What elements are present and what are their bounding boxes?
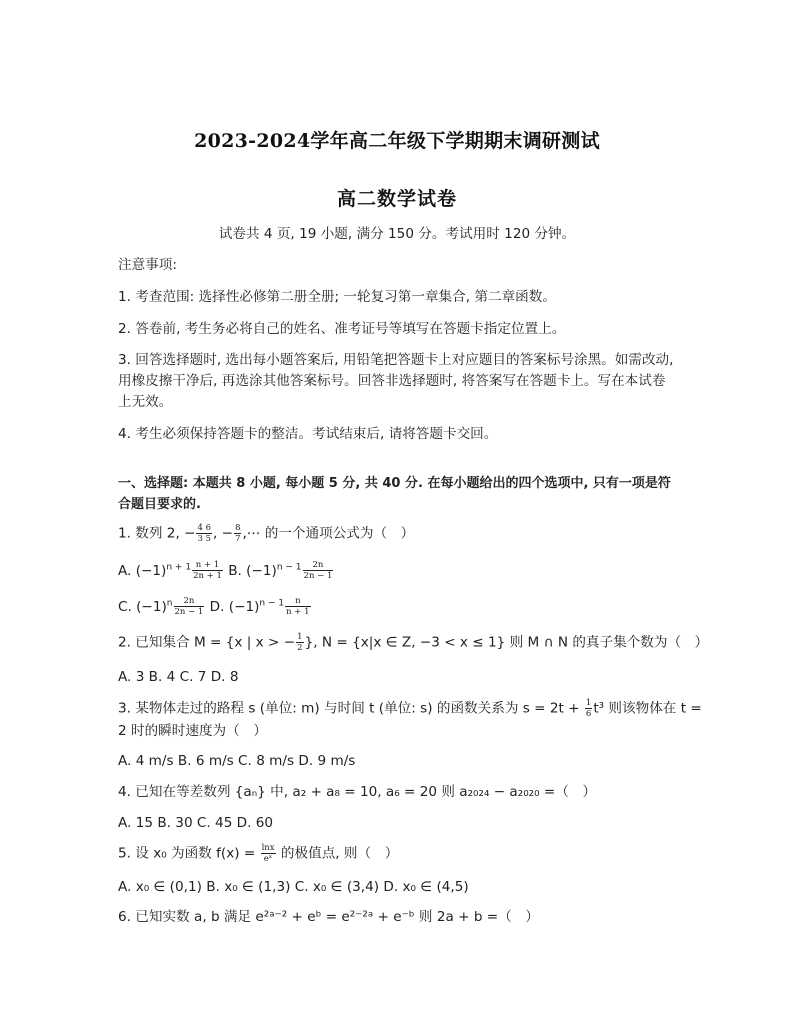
- exam-info: 试卷共 4 页, 19 小题, 满分 150 分。考试用时 120 分钟。: [218, 226, 576, 242]
- q1-c-den: 2n − 1: [174, 607, 204, 617]
- exam-title: 2023-2024学年高二年级下学期期末调研测试: [194, 130, 600, 152]
- q1-a-den: 2n + 1: [193, 571, 222, 581]
- exam-subtitle: 高二数学试卷: [336, 188, 457, 210]
- q1-d-exp: n − 1: [259, 597, 285, 608]
- q2-set-m-open: M = {x | x > −: [194, 634, 296, 651]
- note-item-3: 3. 回答选择题时, 选出每小题答案后, 用铅笔把答题卡上对应题目的答案标号涂黑。如需改动, 用橡皮擦干净后, 再选涂其他答案标号。回答非选择题时, 将答案写在答题卡上。写在本试卷上无效。: [118, 352, 674, 410]
- q1-fraction-2: [234, 523, 241, 544]
- q1-options-cd: [118, 596, 676, 618]
- q2-prefix: 2. 已知集合: [118, 634, 194, 651]
- q5-options: A. x₀ ∈ (0,1) B. x₀ ∈ (1,3) C. x₀ ∈ (3,4) D. x₀ ∈ (4,5): [118, 879, 469, 895]
- q2-set-n: , N = {x|x ∈ Z, −3 < x ≤ 1} 则 M ∩ N 的真子集个数为（ ）: [313, 634, 709, 651]
- q5-frac: [261, 843, 276, 864]
- q2-options: A. 3 B. 4 C. 7 D. 8: [118, 669, 239, 685]
- section-1-heading: 一、选择题: 本题共 8 小题, 每小题 5 分, 共 40 分. 在每小题给出的四个选项中, 只有一项是符合题目要求的.: [118, 476, 671, 512]
- q1-d-den: n + 1: [286, 607, 310, 617]
- question-3: [118, 698, 702, 720]
- q5-prefix: 5. 设 x₀ 为函数 f(x) =: [118, 845, 260, 862]
- q1-b-base: B. (−1): [228, 562, 277, 579]
- q5-suffix: 的极值点, 则（ ）: [276, 845, 399, 862]
- q4-options: A. 15 B. 30 C. 45 D. 60: [118, 815, 274, 831]
- question-2: [118, 632, 709, 654]
- q1-f2-num: 8: [235, 523, 241, 533]
- q2-set-m-frac: [296, 632, 303, 653]
- q1-a-frac: [192, 560, 223, 581]
- q3-text-a: 3. 某物体走过的路程 s (单位: m) 与时间 t (单位: s) 的函数关系为 s = 2t +: [118, 700, 584, 717]
- q1-options-ab: [118, 560, 676, 582]
- q3-frac: [585, 698, 592, 719]
- q1-fraction-1: [196, 523, 212, 544]
- q3-text-b: t³ 则该物体在 t =: [593, 700, 702, 717]
- q3-den: 6: [585, 709, 592, 719]
- q1-c-num: 2n: [183, 596, 195, 606]
- q1-b-num: 2n: [312, 560, 324, 570]
- q1-a-num: n + 1: [195, 560, 220, 570]
- q1-f1-den: 3 5: [197, 534, 212, 544]
- q3-num: 1: [585, 698, 592, 708]
- q1-c-exp: n: [166, 597, 173, 608]
- q1-option-c: [118, 596, 205, 617]
- question-5: [118, 843, 676, 865]
- q1-option-a: [118, 560, 224, 581]
- note-item-2: 2. 答卷前, 考生务必将自己的姓名、准考证号等填写在答题卡指定位置上。: [118, 321, 566, 337]
- q5-num: lnx: [261, 843, 275, 853]
- q1-a-exp: n + 1: [166, 561, 192, 572]
- notes-heading: 注意事项:: [118, 257, 177, 273]
- q1-b-frac: [303, 560, 334, 581]
- q1-c-base: C. (−1): [118, 598, 167, 615]
- q1-f1-num: 4 6: [197, 523, 212, 533]
- q3-line-2: 2 时的瞬时速度为（ ）: [118, 723, 267, 739]
- q1-d-num: n: [295, 596, 301, 606]
- q2-m-num: 1: [297, 632, 303, 642]
- q1-a-base: A. (−1): [118, 562, 167, 579]
- q1-d-frac: [285, 596, 310, 617]
- q2-m-den: 2: [297, 643, 303, 653]
- q1-b-den: 2n − 1: [303, 571, 333, 581]
- q1-c-frac: [174, 596, 205, 617]
- q1-sep: , −: [213, 525, 234, 542]
- q1-f2-den: 7: [235, 534, 241, 544]
- q1-option-b: [228, 560, 334, 581]
- q2-set-m-close: }: [304, 634, 314, 651]
- question-1: [118, 523, 676, 545]
- note-item-1: 1. 考查范围: 选择性必修第二册全册; 一轮复习第一章集合, 第二章函数。: [118, 289, 556, 305]
- q1-option-d: [209, 596, 312, 617]
- q1-d-base: D. (−1): [209, 598, 260, 615]
- question-4: 4. 已知在等差数列 {aₙ} 中, a₂ + a₈ = 10, a₆ = 20 则 a₂₀₂₄ − a₂₀₂₀ =（ ）: [118, 784, 597, 800]
- q1-suffix: ,⋯ 的一个通项公式为（ ）: [242, 525, 415, 542]
- q1-b-exp: n − 1: [276, 561, 302, 572]
- note-item-4: 4. 考生必须保持答题卡的整洁。考试结束后, 请将答题卡交回。: [118, 426, 498, 442]
- q1-prefix: 1. 数列 2, −: [118, 525, 196, 542]
- q5-den: eˣ: [261, 853, 276, 864]
- question-6: 6. 已知实数 a, b 满足 e²ᵃ⁻² + eᵇ = e²⁻²ᵃ + e⁻ᵇ 则 2a + b =（ ）: [118, 909, 539, 925]
- q3-options: A. 4 m/s B. 6 m/s C. 8 m/s D. 9 m/s: [118, 753, 356, 769]
